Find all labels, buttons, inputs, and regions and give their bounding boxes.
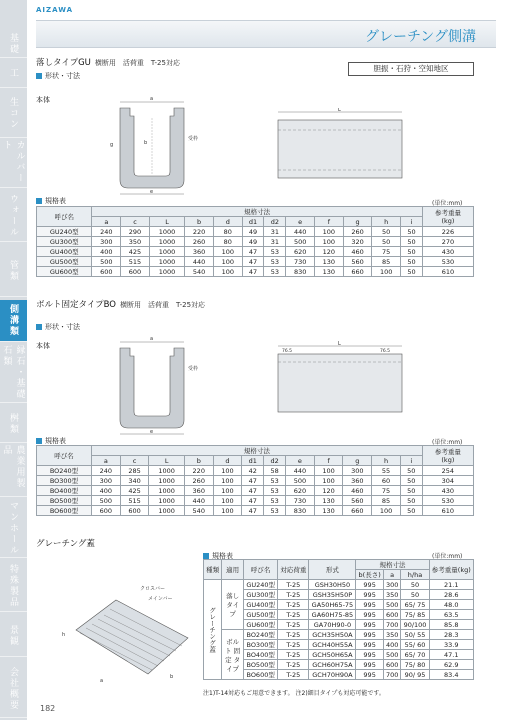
table-row: GU500型 T-25 GA60H75-85 995 600 75/ 85 63.5 <box>204 610 474 620</box>
group-header: 規格寸法 <box>92 207 422 217</box>
section1-spec-label: 規格表 <box>36 196 66 206</box>
svg-text:b: b <box>170 674 174 680</box>
dim-a: a <box>150 96 154 102</box>
table-row: BO400型 T-25 GCH50H65A 995 500 65/ 70 47.1 <box>204 650 474 660</box>
section1-cross-section-drawing <box>100 96 220 196</box>
col-header: d2 <box>264 456 286 466</box>
section3-spec-label: 規格表 <box>203 551 233 561</box>
section1-shape-label: 形状・寸法 <box>36 71 80 81</box>
main-bar-label: メインバー <box>148 596 173 602</box>
svg-text:e: e <box>150 429 154 435</box>
col-header: d <box>213 456 242 466</box>
svg-text:76.5: 76.5 <box>282 349 293 354</box>
table-row: GU500型 500 515 1000 440 100 47 53 730 130 560 85 50 530 <box>37 257 474 267</box>
group-header: 規格寸法 <box>92 446 423 456</box>
table-row: GU240型 240 290 1000 220 80 49 31 440 100 260 50 50 226 <box>37 227 474 237</box>
section2-body-label: 本体 <box>36 342 50 350</box>
col-header: i <box>401 217 423 227</box>
dim-e: e <box>150 189 154 195</box>
page-title: グレーチング側溝 <box>364 29 476 45</box>
col-header: e <box>286 456 315 466</box>
section1-title: 落しタイプGU 横断用 活荷重 T-25対応 <box>36 58 180 68</box>
section1-spec-table <box>36 206 474 277</box>
use-cell: 落し タイプ <box>222 580 244 630</box>
table-row: GU300型 300 350 1000 260 80 49 31 500 100 320 50 50 270 <box>37 237 474 247</box>
section2-title: ボルト固定タイプBO 横断用 活荷重 T-25対応 <box>36 300 206 310</box>
col-header: b <box>184 456 213 466</box>
svg-text:a: a <box>100 678 104 684</box>
col-header: L <box>149 456 185 466</box>
side-tab-12[interactable]: 景観 <box>0 615 27 657</box>
side-tab-5[interactable]: 管類 <box>0 245 27 297</box>
svg-text:76.5: 76.5 <box>380 349 391 354</box>
table-row: GU400型 T-25 GA50H65-75 995 500 65/ 75 48.0 <box>204 600 474 610</box>
col-header: g <box>343 456 372 466</box>
section2-spec-label: 規格表 <box>36 436 66 446</box>
region-badge: 胆振・石狩・空知地区 <box>348 62 474 76</box>
col-header: e <box>286 217 315 227</box>
use-cell: ボルト 固定 タイプ <box>222 630 244 680</box>
col-header: b <box>185 217 214 227</box>
svg-text:L: L <box>338 341 341 347</box>
side-tab-0[interactable]: 基礎 <box>0 30 27 58</box>
table-row: BO400型 400 425 1000 360 100 47 53 620 120 460 75 50 430 <box>37 486 474 496</box>
table-row: GU400型 400 425 1000 360 100 47 53 620 120 460 75 50 430 <box>37 247 474 257</box>
cross-bar-label: クロスバー <box>140 586 166 592</box>
col-header: L <box>149 217 184 227</box>
col-header: c <box>121 217 150 227</box>
table-row: グレーチング蓋 落し タイプ GU240型 T-25 GSH30H50 995 300 50 21.1 <box>204 580 474 590</box>
table-row: BO600型 T-25 GCH70H90A 995 700 90/ 95 83.4 <box>204 670 474 680</box>
side-tab-7[interactable]: 縁石・基礎石類 <box>0 345 27 403</box>
side-tab-4[interactable]: ウォール <box>0 190 27 242</box>
title-bar <box>36 20 496 48</box>
table-row: GU600型 T-25 GA70H90-0 995 700 90/100 85.8 <box>204 620 474 630</box>
table-row: GU300型 T-25 GSH35H50P 995 350 50 28.6 <box>204 590 474 600</box>
name-header: 呼び名 <box>37 207 92 227</box>
col-header: d1 <box>242 217 264 227</box>
side-tab-3[interactable]: カルバート <box>0 140 27 188</box>
section1-body-label: 本体 <box>36 96 50 104</box>
svg-text:a: a <box>150 336 154 342</box>
weight-header: 参考重量 (kg) <box>422 207 473 227</box>
side-tab-11[interactable]: 特殊製品 <box>0 560 27 612</box>
side-tab-1[interactable]: 工 <box>0 60 27 88</box>
col-header: d2 <box>264 217 286 227</box>
svg-text:L: L <box>338 108 341 113</box>
section1-unit: (単位:mm) <box>432 200 463 207</box>
side-tab-2[interactable]: 生コン <box>0 90 27 138</box>
hinge-label-2: 受枠 <box>188 366 199 372</box>
table-row: BO300型 T-25 GCH40H55A 995 400 55/ 60 33.9 <box>204 640 474 650</box>
side-tab-13[interactable]: 会社概要 <box>0 660 27 718</box>
table-row: BO500型 500 515 1000 440 100 47 53 730 130 560 85 50 530 <box>37 496 474 506</box>
table-row: BO600型 600 600 1000 540 100 47 53 830 130 660 100 50 610 <box>37 506 474 516</box>
section1-side-view-drawing <box>270 108 410 188</box>
section2-spec-table <box>36 445 474 516</box>
col-header: a <box>92 456 121 466</box>
name-header: 呼び名 <box>37 446 92 466</box>
brand-logo: AIZAWA <box>36 6 74 14</box>
table-row: BO500型 T-25 GCH60H75A 995 600 75/ 80 62.9 <box>204 660 474 670</box>
side-tab-bar <box>0 0 27 720</box>
col-header: c <box>120 456 149 466</box>
table-row: BO240型 240 285 1000 220 100 42 58 440 100 300 55 50 254 <box>37 466 474 476</box>
grating-drawing <box>60 578 200 688</box>
svg-text:g: g <box>110 142 114 148</box>
side-tab-10[interactable]: マンホール <box>0 500 27 558</box>
section3-unit: (単位:mm) <box>432 553 463 560</box>
weight-header: 参考重量 (kg) <box>422 446 473 466</box>
col-header: f <box>314 456 343 466</box>
side-tab-9[interactable]: 農業用製品 <box>0 445 27 497</box>
table-row: BO300型 300 340 1000 260 100 47 53 500 100 360 60 50 304 <box>37 476 474 486</box>
svg-text:b: b <box>144 140 148 146</box>
col-header: h <box>372 217 401 227</box>
section2-unit: (単位:mm) <box>432 439 463 446</box>
side-tab-6[interactable]: 側溝類 <box>0 300 27 342</box>
section2-shape-label: 形状・寸法 <box>36 322 80 332</box>
col-header: h <box>372 456 401 466</box>
section3-spec-table: 種類 適用 呼び名 対応荷重 形式 規格寸法 参考重量(kg) b(長さ) a h/ha グレーチング蓋 落し タイプ GU240型 T-25 GSH30H50 995 300 50 21.1 GU300型 T-25 GSH35H50P 995 350 50 28.6 GU400型 T-25 GA50H65-75 995 500 65/ 75 48.0 GU500型 T-25 GA60H75-85 995 600 75/ 85 63.5 GU600型 T-25 GA70H90-0 995 700 90/100 85.8 ボルト 固定 タイプ BO240型 T-25 GCH35H50A 995 350 50/ 55 28.3 BO300型 T-25 GCH40H55A 995 400 55/ 60 33.9 BO400型 T-25 GCH50H65A 995 500 65/ 70 47.1 BO500型 T-25 GCH60H75A 995 600 75/ 80 62.9 BO600型 T-25 GCH70H90A 995 700 90/ 95 83.4 <box>203 559 474 680</box>
section2-cross-section-drawing <box>100 336 220 436</box>
svg-text:h: h <box>62 632 66 638</box>
table-row: GU600型 600 600 1000 540 100 47 53 830 130 660 100 50 610 <box>37 267 474 277</box>
col-header: i <box>400 456 422 466</box>
col-header: d1 <box>242 456 264 466</box>
col-header: d <box>213 217 242 227</box>
col-header: g <box>343 217 372 227</box>
col-header: f <box>315 217 344 227</box>
footnote: 注1)T-14対応もご用意できます。 注2)細目タイプも対応可能です。 <box>203 690 385 697</box>
type-cell: グレーチング蓋 <box>204 580 222 680</box>
side-tab-8[interactable]: 桝類 <box>0 405 27 443</box>
hinge-label: 受枠 <box>188 136 199 142</box>
table-row: ボルト 固定 タイプ BO240型 T-25 GCH35H50A 995 350 50/ 55 28.3 <box>204 630 474 640</box>
col-header: a <box>92 217 121 227</box>
section2-side-view-drawing <box>270 340 410 420</box>
section3-title: グレーチング蓋 <box>36 539 95 549</box>
page-number: 182 <box>40 704 56 713</box>
